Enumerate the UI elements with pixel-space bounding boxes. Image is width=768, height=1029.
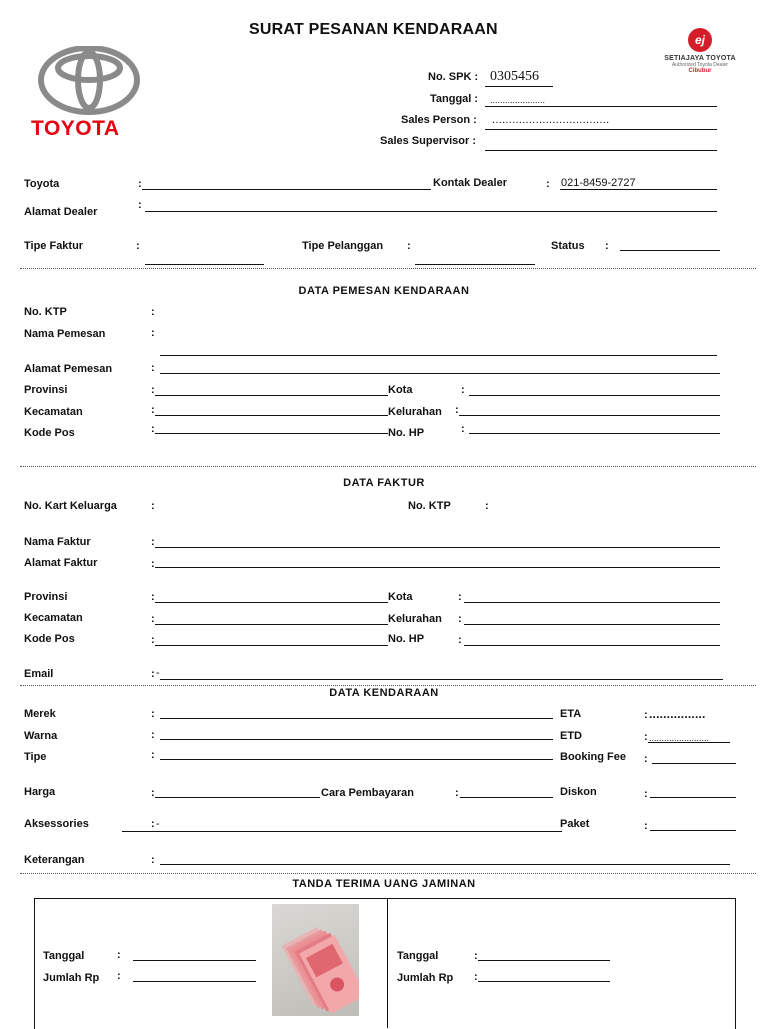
kontak-dealer-line (560, 189, 717, 190)
cara-pembayaran-label: Cara Pembayaran (321, 787, 414, 799)
colon: : (151, 634, 155, 646)
colon: : (151, 749, 155, 761)
alamat-dealer-line[interactable] (145, 211, 717, 212)
harga-line[interactable] (155, 797, 320, 798)
jaminan-tanggal-right-label: Tanggal (397, 950, 439, 962)
aksessories-line (122, 831, 562, 832)
colon: : (644, 731, 648, 743)
section-title-faktur: DATA FAKTUR (343, 477, 425, 489)
colon: : (117, 949, 121, 961)
divider (20, 268, 756, 269)
banknotes-icon (272, 904, 359, 1016)
colon: : (138, 199, 142, 211)
jaminan-box (34, 898, 736, 1029)
pemesan-kelurahan-line[interactable] (459, 415, 720, 416)
faktur-kelurahan-label: Kelurahan (388, 613, 442, 625)
pemesan-kota-line[interactable] (469, 395, 720, 396)
faktur-kelurahan-line[interactable] (464, 624, 720, 625)
colon: : (151, 787, 155, 799)
colon: : (151, 423, 155, 435)
status-line[interactable] (620, 250, 720, 251)
jaminan-jumlah-left-line[interactable] (133, 981, 256, 982)
faktur-kk-label: No. Kart Keluarga (24, 500, 117, 512)
faktur-provinsi-label: Provinsi (24, 591, 68, 603)
colon: : (151, 404, 155, 416)
faktur-kota-line[interactable] (464, 602, 720, 603)
no-spk-label: No. SPK : (428, 71, 479, 83)
colon: : (546, 178, 550, 190)
faktur-nama-line[interactable] (155, 547, 720, 548)
tipe-faktur-label: Tipe Faktur (24, 240, 84, 252)
colon: : (485, 500, 489, 512)
dealer-name: SETIAJAYA TOYOTA (664, 55, 736, 62)
pemesan-nohp-line[interactable] (469, 433, 720, 434)
tipe-pelanggan-label: Tipe Pelanggan (302, 240, 384, 252)
faktur-kota-label: Kota (388, 591, 413, 603)
diskon-line[interactable] (650, 797, 736, 798)
diskon-label: Diskon (560, 786, 597, 798)
sales-person-label: Sales Person : (401, 114, 477, 126)
jaminan-divider (387, 898, 388, 1028)
faktur-kodepos-label: Kode Pos (24, 633, 75, 645)
colon: : (136, 240, 140, 252)
toyota-logo (38, 46, 140, 116)
colon: : (474, 950, 478, 962)
divider (20, 873, 756, 874)
harga-label: Harga (24, 786, 56, 798)
booking-fee-line[interactable] (652, 763, 736, 764)
pemesan-kecamatan-label: Kecamatan (24, 406, 83, 418)
faktur-kodepos-line[interactable] (155, 645, 388, 646)
faktur-kecamatan-line[interactable] (155, 624, 388, 625)
colon: : (461, 423, 465, 435)
toyota-label: Toyota (24, 178, 60, 190)
kontak-dealer-value[interactable]: 021-8459-2727 (561, 177, 636, 189)
faktur-email-label: Email (24, 668, 54, 680)
faktur-kecamatan-label: Kecamatan (24, 612, 83, 624)
divider (20, 685, 756, 686)
dealer-logo (660, 28, 740, 82)
colon: : (151, 708, 155, 720)
form-title: SURAT PESANAN KENDARAAN (249, 21, 498, 38)
faktur-ktp-label: No. KTP (408, 500, 451, 512)
jaminan-jumlah-right-line[interactable] (478, 981, 610, 982)
kontak-dealer-label: Kontak Dealer (433, 177, 507, 189)
colon: : (605, 240, 609, 252)
pemesan-kota-label: Kota (388, 384, 413, 396)
jaminan-jumlah-right-label: Jumlah Rp (397, 972, 454, 984)
jaminan-tanggal-left-label: Tanggal (43, 950, 85, 962)
colon: : (151, 668, 155, 680)
colon: : (151, 558, 155, 570)
pemesan-kelurahan-label: Kelurahan (388, 406, 442, 418)
faktur-provinsi-line[interactable] (155, 602, 388, 603)
banknotes-photo (272, 904, 359, 1016)
toyota-emblem-icon (38, 46, 140, 116)
colon: : (407, 240, 411, 252)
colon: : (151, 854, 155, 866)
alamat-dealer-label: Alamat Dealer (24, 206, 98, 218)
pemesan-alamat-label: Alamat Pemesan (24, 363, 113, 375)
colon: : (455, 787, 459, 799)
pemesan-nama-line[interactable] (160, 355, 717, 356)
tipe-line[interactable] (160, 759, 553, 760)
warna-line[interactable] (160, 739, 553, 740)
colon: : (151, 591, 155, 603)
dealer-branch: Cibubur (688, 68, 712, 74)
colon: : (455, 404, 459, 416)
colon: : (458, 613, 462, 625)
tipe-label: Tipe (24, 751, 47, 763)
pemesan-nama-label: Nama Pemesan (24, 328, 106, 340)
toyota-wordmark: TOYOTA (31, 117, 120, 140)
colon: : (151, 613, 155, 625)
colon: : (151, 362, 155, 374)
pemesan-nohp-label: No. HP (388, 427, 425, 439)
aksessories-value[interactable]: - (156, 818, 160, 830)
aksessories-label: Aksessories (24, 818, 89, 830)
dealer-sub: Authorized Toyota Dealer (671, 62, 729, 68)
keterangan-label: Keterangan (24, 854, 85, 866)
colon: : (644, 753, 648, 765)
etd-line (648, 742, 730, 743)
colon: : (151, 306, 155, 318)
keterangan-line[interactable] (160, 864, 730, 865)
tipe-faktur-line[interactable] (145, 264, 264, 265)
faktur-email-value[interactable]: - (156, 667, 160, 679)
jaminan-tanggal-right-line[interactable] (478, 960, 610, 961)
eta-label: ETA (560, 708, 582, 720)
sales-person-value[interactable]: ................................... (492, 114, 610, 126)
merek-label: Merek (24, 708, 56, 720)
colon: : (151, 327, 155, 339)
colon: : (151, 500, 155, 512)
tanggal-line (485, 106, 717, 107)
sales-supervisor-label: Sales Supervisor : (380, 135, 476, 147)
faktur-email-line (160, 679, 723, 680)
cara-pembayaran-line[interactable] (460, 797, 553, 798)
pemesan-alamat-line[interactable] (160, 373, 720, 374)
pemesan-kodepos-line[interactable] (155, 433, 388, 434)
jaminan-jumlah-left-label: Jumlah Rp (43, 972, 100, 984)
section-title-jaminan: TANDA TERIMA UANG JAMINAN (292, 878, 476, 890)
sales-person-line (485, 129, 717, 130)
pemesan-kecamatan-line[interactable] (155, 415, 388, 416)
faktur-nohp-line[interactable] (464, 645, 720, 646)
faktur-nohp-label: No. HP (388, 633, 425, 645)
jaminan-tanggal-left-line[interactable] (133, 960, 256, 961)
pemesan-kodepos-label: Kode Pos (24, 427, 75, 439)
colon: : (151, 818, 155, 830)
paket-label: Paket (560, 818, 590, 830)
sales-supervisor-line[interactable] (485, 150, 717, 151)
tanggal-value[interactable]: ...................... (490, 95, 546, 105)
colon: : (151, 729, 155, 741)
no-spk-line (485, 86, 553, 87)
paket-line[interactable] (650, 830, 736, 831)
pemesan-provinsi-line[interactable] (155, 395, 388, 396)
eta-value[interactable]: ................ (649, 707, 706, 721)
colon: : (151, 384, 155, 396)
colon: : (138, 178, 142, 190)
toyota-line[interactable] (142, 189, 431, 190)
colon: : (644, 709, 648, 721)
etd-label: ETD (560, 730, 582, 742)
tanggal-label: Tanggal : (430, 93, 479, 105)
tipe-pelanggan-line[interactable] (415, 264, 535, 265)
colon: : (458, 591, 462, 603)
colon: : (458, 634, 462, 646)
faktur-alamat-line[interactable] (155, 567, 720, 568)
colon: : (644, 788, 648, 800)
colon: : (474, 971, 478, 983)
colon: : (644, 820, 648, 832)
colon: : (117, 970, 121, 982)
status-label: Status (551, 240, 585, 252)
faktur-alamat-label: Alamat Faktur (24, 557, 98, 569)
colon: : (461, 384, 465, 396)
no-spk-value[interactable]: 0305456 (490, 69, 539, 84)
section-title-pemesan: DATA PEMESAN KENDARAAN (298, 285, 470, 297)
merek-line[interactable] (160, 718, 553, 719)
pemesan-provinsi-label: Provinsi (24, 384, 68, 396)
faktur-nama-label: Nama Faktur (24, 536, 91, 548)
divider (20, 466, 756, 467)
section-title-kendaraan: DATA KENDARAAN (329, 687, 439, 699)
dealer-mark-icon: ej (688, 28, 712, 52)
warna-label: Warna (24, 730, 58, 742)
etd-value[interactable]: ........................ (649, 733, 710, 743)
booking-fee-label: Booking Fee (560, 751, 627, 763)
pemesan-ktp-label: No. KTP (24, 306, 67, 318)
colon: : (151, 536, 155, 548)
